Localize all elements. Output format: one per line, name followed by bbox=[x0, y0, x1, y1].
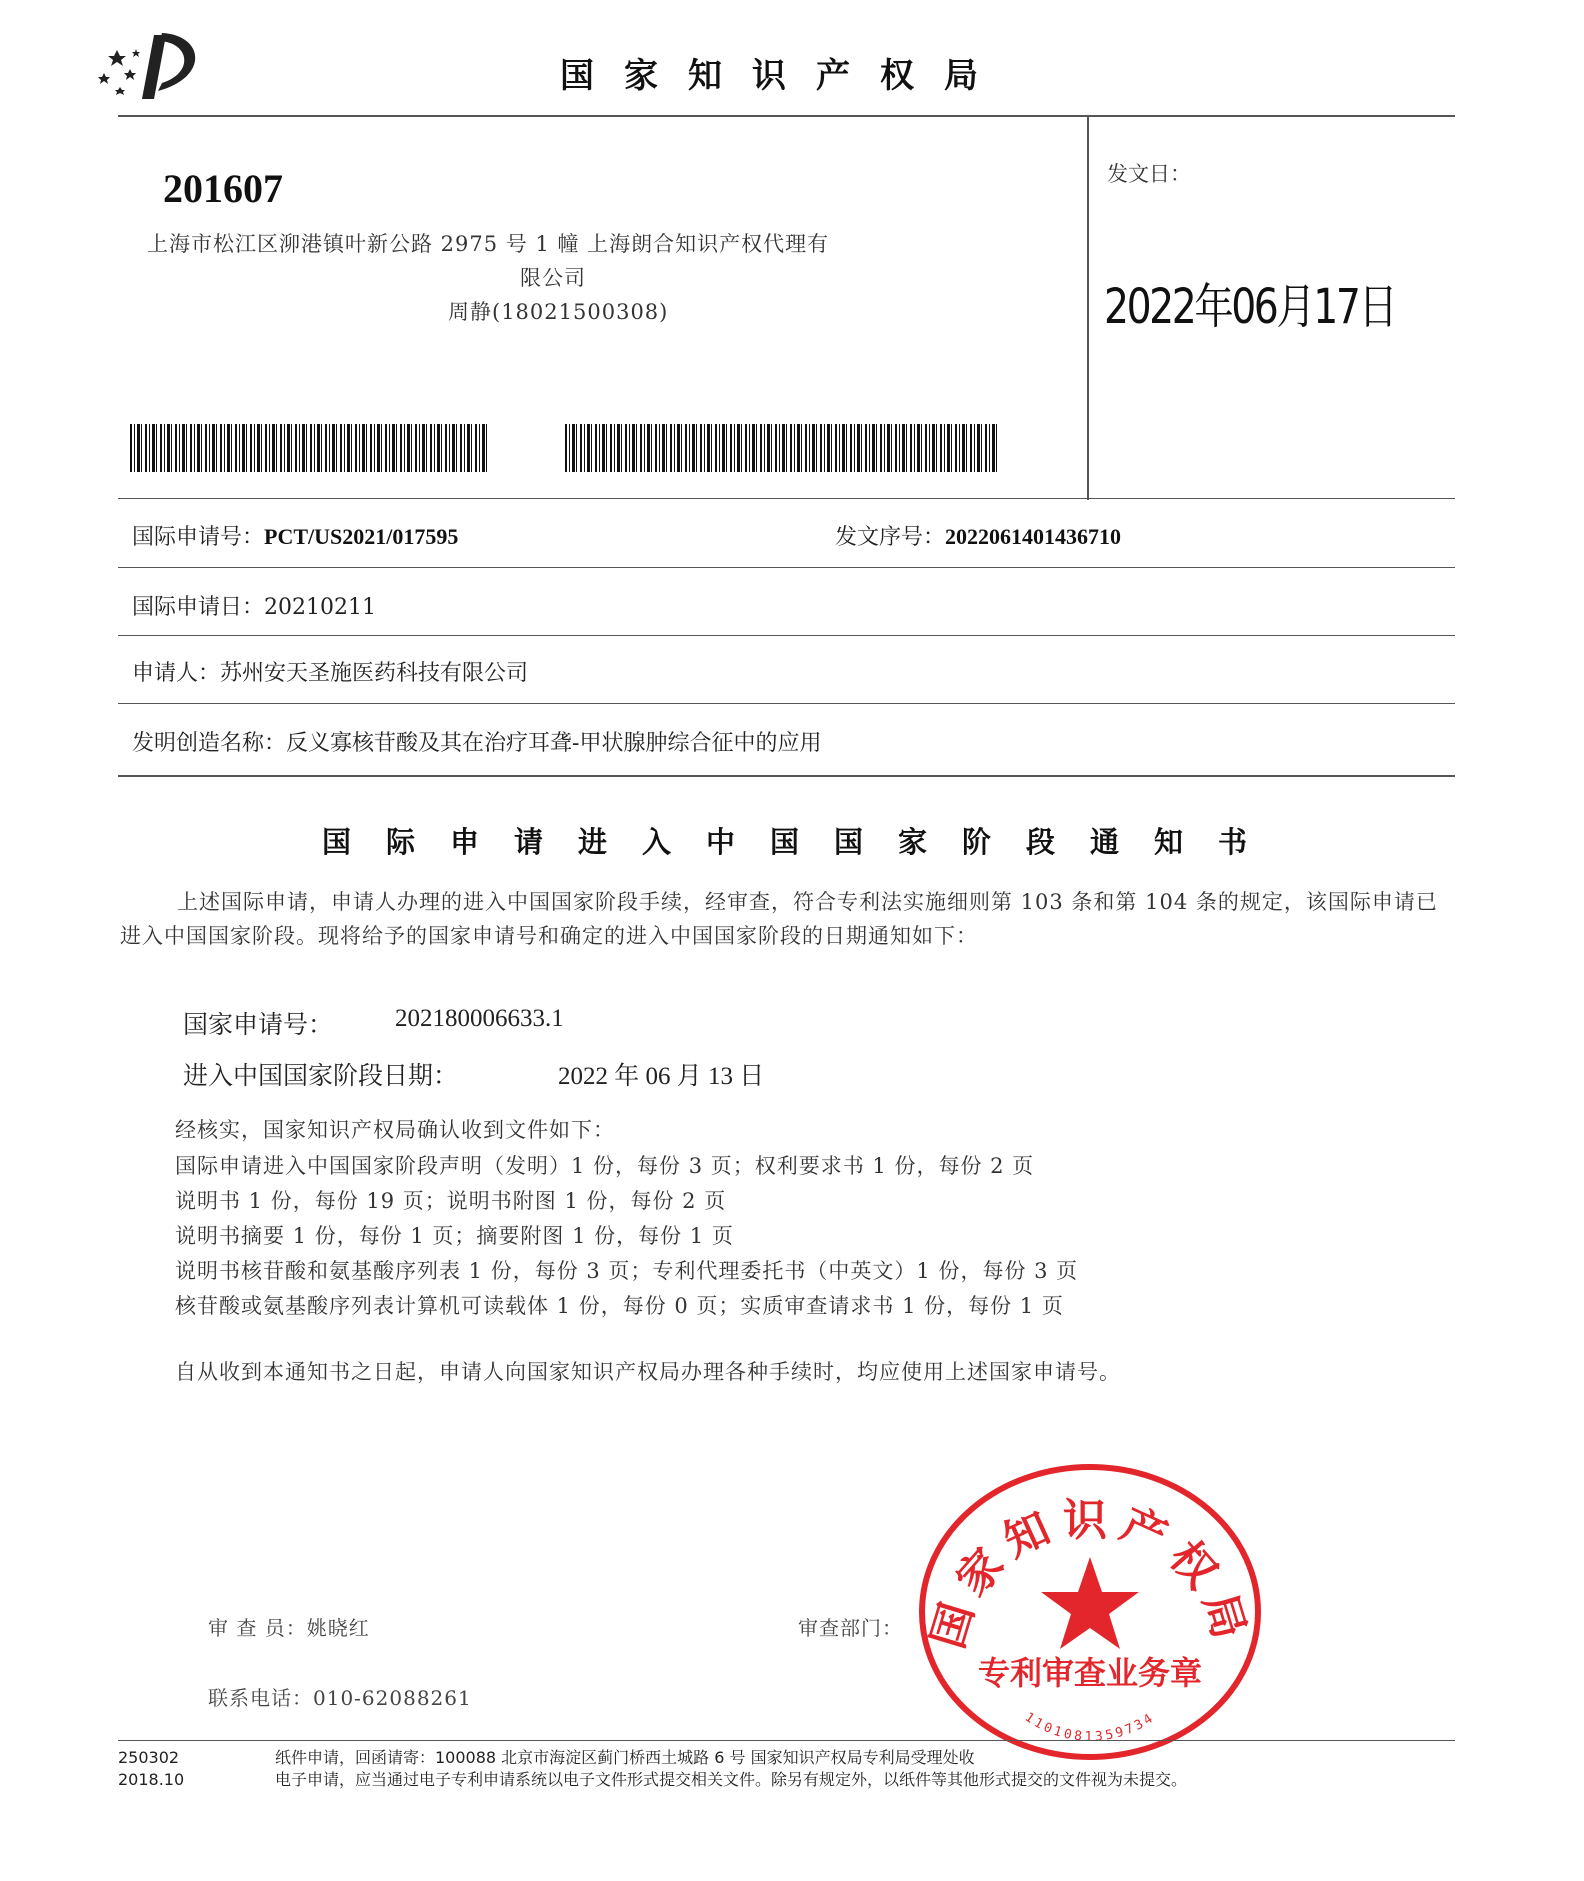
addressee-address-line1: 上海市松江区泖港镇叶新公路 2975 号 1 幢 上海朗合知识产权代理有 bbox=[147, 232, 830, 256]
intl-app-no-value: PCT/US2021/017595 bbox=[264, 524, 459, 549]
addressee-address-line2: 限公司 bbox=[520, 266, 586, 290]
entry-date-label: 进入中国国家阶段日期： bbox=[183, 1061, 459, 1090]
barcode-left bbox=[130, 424, 490, 472]
cnipa-logo bbox=[92, 25, 217, 105]
invention-value: 反义寡核苷酸及其在治疗耳聋-甲状腺肿综合征中的应用 bbox=[286, 731, 822, 756]
field-rule bbox=[118, 703, 1455, 704]
notice-intro: 上述国际申请，申请人办理的进入中国国家阶段手续，经审查，符合专利法实施细则第 103 条和第 104 条的规定，该国际申请已进入中国国家阶段。现将给予的国家申请号和确定的进入中国国家阶段的日期通知如下： bbox=[120, 890, 1438, 948]
field-rule bbox=[118, 567, 1455, 568]
received-document: 说明书核苷酸和氨基酸序列表 1 份，每份 3 页；专利代理委托书（中英文）1 份，每份 3 页 bbox=[175, 1259, 1079, 1283]
addressee-postcode: 201607 bbox=[163, 166, 283, 211]
header-divider bbox=[1087, 115, 1089, 500]
department-label: 审查部门： bbox=[798, 1616, 903, 1640]
filing-date-value: 20210211 bbox=[264, 595, 376, 620]
agency-title: 国家知识产权局 bbox=[560, 56, 1008, 96]
field-rule bbox=[118, 635, 1455, 636]
entry-date: 2022 年 06 月 13 日 bbox=[558, 1063, 765, 1090]
closing-statement: 自从收到本通知书之日起，申请人向国家知识产权局办理各种手续时，均应使用上述国家申请号。 bbox=[175, 1360, 1121, 1384]
seal-top-text: 国家知识产权局 bbox=[922, 1495, 1258, 1655]
seal-bottom-text: 专利审查业务章 bbox=[977, 1654, 1203, 1692]
notice-title: 国际申请进入中国国家阶段通知书 bbox=[322, 825, 1283, 859]
serial-no-value: 2022061401436710 bbox=[945, 524, 1122, 549]
serial-no-field bbox=[835, 520, 1121, 551]
seal-number: 1101081359734 bbox=[1021, 1709, 1159, 1745]
intl-app-no-field bbox=[132, 520, 458, 551]
serial-no-label: 发文序号： bbox=[835, 525, 946, 550]
national-app-no-label: 国家申请号： bbox=[183, 1010, 334, 1039]
applicant-label: 申请人： bbox=[132, 661, 221, 686]
field-rule bbox=[118, 775, 1455, 777]
field-rule bbox=[118, 498, 1455, 499]
applicant-field bbox=[132, 656, 528, 687]
addressee-contact: 周静(18021500308) bbox=[448, 300, 669, 324]
contact-phone: 联系电话：010-62088261 bbox=[208, 1686, 472, 1710]
footer-rule bbox=[118, 1740, 1455, 1741]
form-code: 250302 bbox=[118, 1748, 180, 1767]
electronic-filing-note: 电子申请，应当通过电子专利申请系统以电子文件形式提交相关文件。除另有规定外，以纸件等其他形式提交的文件视为未提交。 bbox=[275, 1770, 1188, 1789]
intl-app-no-label: 国际申请号： bbox=[132, 525, 265, 550]
received-document: 说明书 1 份，每份 19 页；说明书附图 1 份，每份 2 页 bbox=[175, 1189, 727, 1213]
issue-date-label: 发文日： bbox=[1107, 162, 1191, 186]
received-document: 说明书摘要 1 份，每份 1 页；摘要附图 1 份，每份 1 页 bbox=[175, 1224, 734, 1248]
issue-date: 2022年06月17日 bbox=[1104, 279, 1396, 335]
form-date: 2018.10 bbox=[118, 1770, 185, 1789]
official-seal bbox=[915, 1462, 1265, 1762]
national-app-no: 202180006633.1 bbox=[395, 1005, 564, 1032]
invention-label: 发明创造名称： bbox=[132, 731, 287, 756]
examiner: 审 查 员：姚晓红 bbox=[208, 1616, 370, 1640]
header-top-rule bbox=[118, 115, 1455, 117]
received-document: 核苷酸或氨基酸序列表计算机可读载体 1 份，每份 0 页；实质审查请求书 1 份，每份 1 页 bbox=[175, 1294, 1064, 1318]
barcode-right bbox=[565, 424, 1000, 472]
filing-date-field bbox=[132, 590, 376, 621]
received-document: 国际申请进入中国国家阶段声明（发明）1 份，每份 3 页；权利要求书 1 份，每份 2 页 bbox=[175, 1154, 1035, 1178]
filing-date-label: 国际申请日： bbox=[132, 595, 265, 620]
paper-filing-note: 纸件申请，回函请寄：100088 北京市海淀区蓟门桥西土城路 6 号 国家知识产权局专利局受理处收 bbox=[275, 1748, 975, 1767]
applicant-value: 苏州安天圣施医药科技有限公司 bbox=[220, 661, 529, 686]
invention-field bbox=[132, 726, 821, 757]
received-heading: 经核实，国家知识产权局确认收到文件如下： bbox=[175, 1118, 615, 1142]
